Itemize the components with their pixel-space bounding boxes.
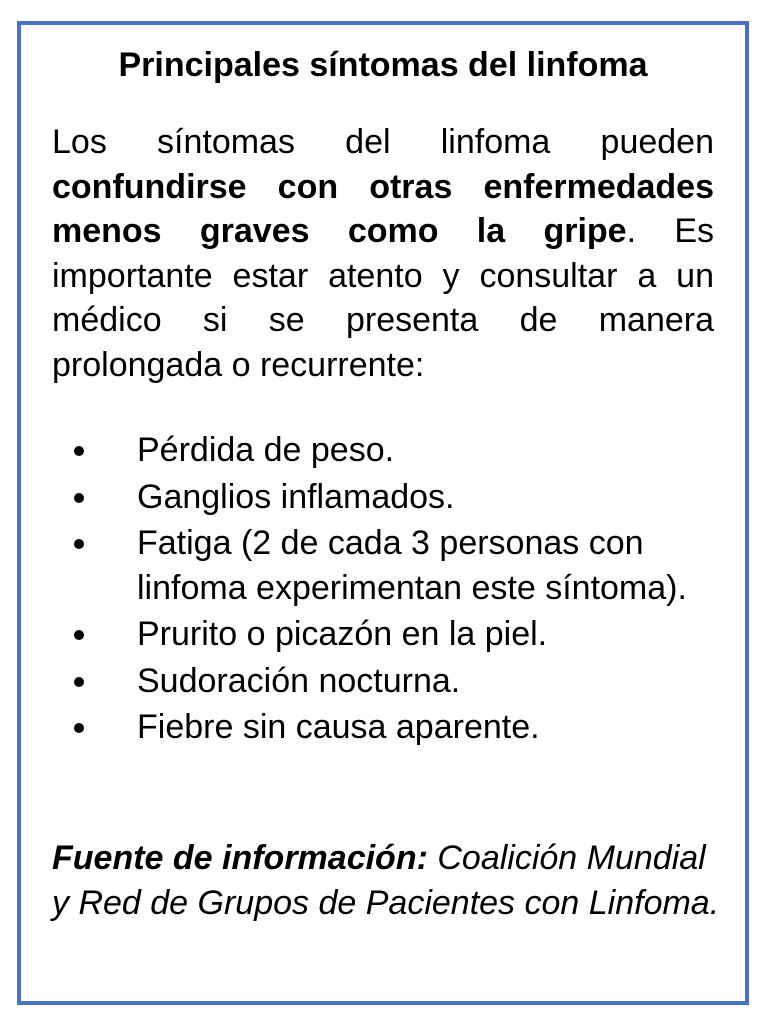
bullet-icon [74, 446, 84, 456]
symptom-list [52, 428, 714, 752]
intro-text-end: . Es importante estar atento y consultar a un médico si se presenta de manera prolongada o recurrente: [52, 212, 714, 384]
intro-text-start: Los síntomas del linfoma pueden [52, 123, 714, 161]
bullet-icon [74, 493, 84, 503]
symptom-text: Pérdida de peso. [137, 431, 395, 469]
bullet-icon [74, 677, 84, 687]
symptom-item [52, 475, 714, 520]
source-note [52, 836, 722, 925]
symptom-text: Fatiga (2 de cada 3 personas con linfoma experimentan este síntoma). [137, 524, 687, 607]
symptom-item [52, 428, 714, 473]
symptom-text: Sudoración nocturna. [137, 661, 461, 700]
box-title: Principales síntomas del linfoma [118, 46, 648, 84]
symptom-item [52, 521, 714, 610]
symptom-item [52, 612, 714, 657]
symptom-text: Ganglios inflamados. [137, 477, 455, 516]
symptom-item [52, 659, 714, 704]
source-label: Fuente de información: [52, 839, 428, 877]
bullet-icon [74, 630, 84, 640]
intro-bold-text: confundirse con otras enfermedades menos graves como la gripe [52, 167, 714, 250]
bullet-icon [74, 539, 84, 549]
intro-paragraph [52, 120, 714, 387]
symptom-text: Prurito o picazón en la piel. [137, 615, 548, 653]
bullet-icon [74, 723, 84, 733]
symptom-item [52, 705, 714, 750]
info-box [17, 21, 749, 1005]
symptom-text: Fiebre sin causa aparente. [137, 708, 540, 746]
source-text: Coalición Mundial y Red de Grupos de Pacientes con Linfoma. [52, 839, 720, 922]
